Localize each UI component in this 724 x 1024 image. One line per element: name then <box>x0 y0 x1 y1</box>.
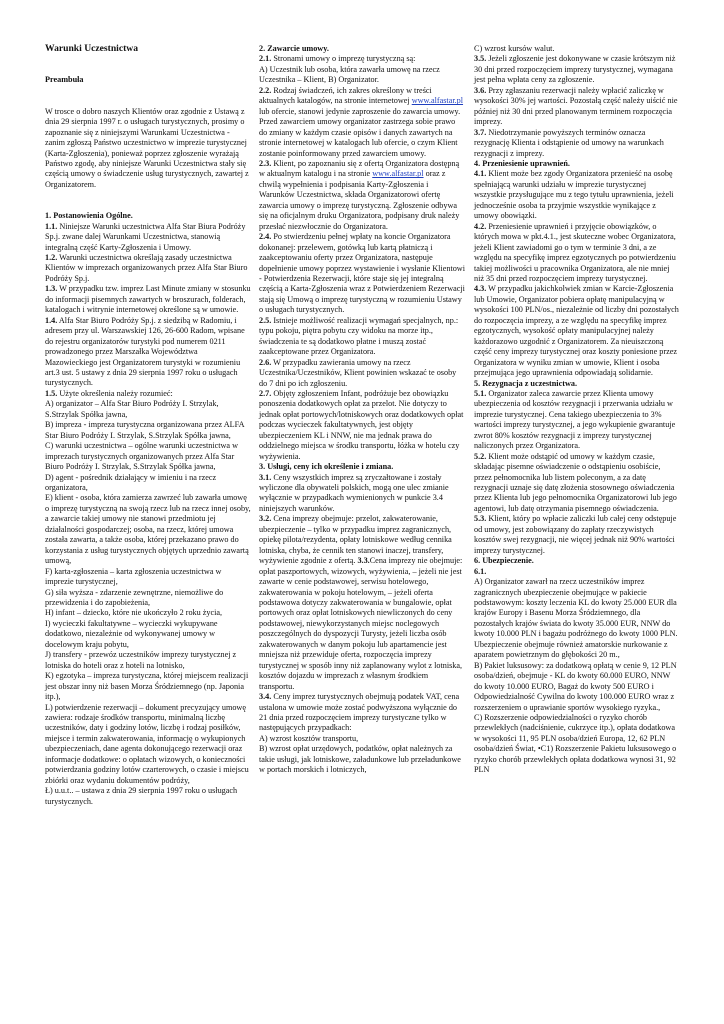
paragraph-number: 3.5. <box>474 54 487 64</box>
section-4-heading: 4. Przeniesienie uprawnień. <box>474 158 570 168</box>
paragraph-3-4 <box>259 692 465 734</box>
section-6-heading: 6. Ubezpieczenie. <box>474 556 534 566</box>
paragraph-text: W przypadku jakichkolwiek zmian w Karcie-Zgłoszenia lub Umowie, Organizator pobiera opłatę manipulacyjną w wysokości 100 PLN/os., niezależnie od liczby dni pozostałych do rozpoczęcia imprezy, a ze względu na specyfikę imprez egzotycznych, wysokość opłaty manipulacyjnej należy każdorazowo uzgodnić z Organizatorem. Za nieuiszczoną część ceny imprezy turystycznej oraz koszty poniesione przez Organizatora w wyniku zmian w umowie, Klient i osoba przejmująca jego uprawnienia odpowiadają solidarnie. <box>474 284 679 378</box>
paragraph-number: 3.6. <box>474 85 487 95</box>
paragraph-6-1-c: C) Rozszerzenie odpowiedzialności o ryzyko chorób przewlekłych (nadciśnienie, cukrzyce itp.), opłata dodatkowa w wysokości 11, 95 PLN osoba/dzień Europa, 12, 62 PLN osoba/dzień Świat, •C1) Rozszerzenie Pakietu luksusowego o ryzyko chorób przewlekłych opłata dodatkowa wynosi 31, 92 PLN <box>474 713 677 775</box>
paragraph-text: Stronami umowy o imprezę turystyczną są: <box>271 54 416 64</box>
paragraph-1-5 <box>45 389 251 399</box>
paragraph-4-2 <box>474 222 680 285</box>
paragraph-number: 1.1. <box>45 221 58 231</box>
paragraph-4-1 <box>474 169 680 221</box>
section-6-1-heading: 6.1. <box>474 566 487 576</box>
paragraph-2-6 <box>259 358 465 389</box>
paragraph-number: 3.2. <box>259 514 272 524</box>
document-title: Warunki Uczestnictwa <box>45 43 138 54</box>
paragraph-6-1-b: B) Pakiet luksusowy: za dodatkową opłatą w cenie 9, 12 PLN osoba/dzień, obejmuje - KL do kwoty 60.000 EURO, NNW do kwoty 10.000 EURO, Bagaż do kwoty 500 EURO i Odpowiedzialność Cywilna do kwoty 100.000 EURO wraz z rozszerzeniem o uprawianie sportów wysokiego ryzyka., <box>474 660 677 712</box>
section-5-heading: 5. Rezygnacja z uczestnictwa. <box>474 378 577 388</box>
paragraph-3-5 <box>474 54 680 85</box>
column-right <box>474 44 680 776</box>
paragraph-number: 2.1. <box>259 54 272 64</box>
paragraph-3-1 <box>259 473 465 515</box>
paragraph-number: 3.1. <box>259 472 272 482</box>
paragraph-text: Organizator zaleca zawarcie przez Klienta umowy ubezpieczenia od kosztów rezygnacji i przerwania udziału w imprezie turystycznej. Cena takiego ubezpieczenia to 3% wartości imprezy turystycznej, a jego wykupienie gwarantuje zwrot 80% kosztów rezygnacji z imprezy turystycznej naliczonych przez Organizatora. <box>474 388 676 451</box>
paragraph-number: 2.2. <box>259 85 272 95</box>
paragraph-3-2 <box>259 514 465 692</box>
paragraph-3-4-a: A) wzrost kosztów transportu, <box>259 733 359 743</box>
definition-item: F) karta-zgłoszenia – karta zgłoszenia uczestnictwa w imprezie turystycznej, <box>45 566 222 587</box>
paragraph-number: 2.4. <box>259 232 272 242</box>
paragraph-number: 5.1. <box>474 388 487 398</box>
paragraph-text: Klient, który po wpłacie zaliczki lub całej ceny odstępuje od umowy, jest zobowiązany do zapłaty rzeczywistych kosztów swej rezygnacji, nie więcej jednak niż 90% wartości imprezy turystycznej. <box>474 514 677 555</box>
definition-item: H) infant – dziecko, które nie ukończyło 2 roku życia, <box>45 608 223 618</box>
paragraph-text: Warunki uczestnictwa określają zasady uczestnictwa Klientów w imprezach organizowanych przez Alfa Star Biuro Podróży Sp.j. <box>45 253 248 283</box>
paragraph-number: 2.7. <box>259 388 272 398</box>
paragraph-1-3 <box>45 284 251 315</box>
paragraph-2-1 <box>259 54 465 64</box>
section-2-heading: 2. Zawarcie umowy. <box>259 44 329 53</box>
paragraph-text: Jeżeli zgłoszenie jest dokonywane w czasie krótszym niż 30 dni przed rozpoczęciem imprezy turystycznej, wymagana jest pełna wpłata ceny za zgłoszenie. <box>474 54 676 85</box>
paragraph-text: Cena imprezy obejmuje: przelot, zakwaterowanie, ubezpieczenie – tylko w przypadku imprez zagranicznych, opiekę pilota/rezydenta, opłaty lotniskowe według cennika lotniska, chyba, że cennik ten stanowi inaczej, transfery, wyżywienie zgodnie z ofertą. <box>259 514 452 566</box>
paragraph-number: 1.5. <box>45 388 58 398</box>
definition-item: C) warunki uczestnictwa – ogólne warunki uczestnictwa w imprezach turystycznych organizowanych przez Alfa Star Biuro Podróży I. Strzylak, S.Strzylak Spółka jawna, <box>45 441 239 472</box>
paragraph-number: 1.2. <box>45 253 58 263</box>
paragraph-3-4-b: B) wzrost opłat urzędowych, podatków, opłat należnych za takie usługi, jak lotniskowe, załadunkowe lub przeładunkowe w portach morskich i lotniczych, <box>259 744 461 775</box>
paragraph-text: Istnieje możliwość realizacji wymagań specjalnych, np.: typu pokoju, piętra pobytu czy widoku na morze itp., świadczenia te są dodatkowo płatne i muszą zostać zaakceptowane przez Organizatora. <box>259 315 459 357</box>
paragraph-2-7 <box>259 389 465 462</box>
paragraph-3-7 <box>474 128 680 159</box>
definition-item: K) egzotyka – impreza turystyczna, której miejscem realizacji jest obszar inny niż basen Morza Śródziemnego (np. Japonia itp.), <box>45 671 249 702</box>
paragraph-2-5 <box>259 316 465 358</box>
column-middle <box>259 44 465 776</box>
paragraph-text: Przy zgłaszaniu rezerwacji należy wpłacić zaliczkę w wysokości 30% jej wartości. Pozostałą część należy uiścić nie później niż 30 dni przed planowanym terminem rozpoczęcia imprezy. <box>474 85 678 127</box>
paragraph-text: Alfa Star Biuro Podróży Sp.j. z siedzibą w Radomiu, i adresem przy ul. Warszawskiej 126, 26-600 Radom, wpisane do rejestru organizatorów turystyki pod numerem 0211 prowadzonego przez Marszałka Województwa Mazowieckiego jest Organizatorem turystyki w rozumieniu art.3 ust. 5 ustawy z dnia 29 sierpnia 1997 roku o usługach turystycznych. <box>45 315 245 388</box>
definition-item: A) organizator – Alfa Star Biuro Podróży I. Strzylak, S.Strzylak Spółka jawna, <box>45 399 219 419</box>
definition-item: G) siła wyższa - zdarzenie zewnętrzne, niemożliwe do przewidzenia i do zapobieżenia, <box>45 587 224 607</box>
website-link[interactable]: www.alfastar.pl <box>372 169 424 179</box>
paragraph-3-4-c: C) wzrost kursów walut. <box>474 44 555 53</box>
paragraph-5-1 <box>474 389 680 452</box>
definition-item: E) klient - osoba, która zamierza zawrzeć lub zawarła umowę o imprezę turystyczną na swoją rzecz lub na rzecz innej osoby, a zawarcie takiej umowy nie stanowi przedmiotu jej działalności gospodarczej; osoba, na rzecz, której umowa została zawarta, a także osoba, której przekazano prawo do korzystania z usług turystycznych objętych uprzednio zawartą umową, <box>45 493 251 566</box>
paragraph-number: 2.3. <box>259 158 272 168</box>
paragraph-number: 2.6. <box>259 357 272 367</box>
paragraph-text: W przypadku zawierania umowy na rzecz Uczestnika/Uczestników, Klient powinien wskazać te osoby do 7 dni po ich zgłoszeniu. <box>259 357 457 388</box>
paragraph-number: 4.2. <box>474 221 487 231</box>
paragraph-text: Po stwierdzeniu pełnej wpłaty na koncie Organizatora dokonanej: przelewem, gotówką lub kartą płatniczą i zaakceptowaniu oferty przez Organizatora, następuje dopełnienie umowy poprzez wystawienie i wysłanie Klientowi - Potwierdzenia Rezerwacji, które staje się jej integralną częścią a Karta-Zgłoszenia wraz z Potwierdzeniem Rezerwacji stają się Umową o imprezę turystyczną w rozumieniu Ustawy o usługach turystycznych. <box>259 232 465 315</box>
paragraph-3-6 <box>474 86 680 128</box>
paragraph-number: 4.1. <box>474 169 487 179</box>
paragraph-number: 3.3. <box>357 556 370 566</box>
section-3-heading: 3. Usługi, ceny ich określenie i zmiana. <box>259 462 394 472</box>
section-1-heading: 1. Postanowienia Ogólne. <box>45 211 133 221</box>
paragraph-text: Ceny wszystkich imprez są zryczałtowane i zostały wyliczone dla obywateli polskich, mogą one ulec zmianie wyłącznie w przypadkach wymienionych w punkcie 3.4 niniejszych warunków. <box>259 472 449 513</box>
website-link[interactable]: www.alfastar.pl <box>411 96 464 106</box>
paragraph-6-1-a: A) Organizator zawarł na rzecz uczestników imprez zagranicznych ubezpieczenie obejmujące w pakiecie podstawowym: koszty leczenia KL do kwoty 25.000 EUR dla krajów Europy i Basenu Morza Śródziemnego, dla pozostałych krajów świata do kwoty 35.000 EUR, NNW do kwoty 10.000 PLN i bagażu podróżnego do kwoty 1000 PLN. Ubezpieczenie obejmuje również amatorskie nurkowanie z aparatem powietrznym do głębokości 20 m., <box>474 577 678 660</box>
paragraph-4-3 <box>474 284 680 378</box>
paragraph-text: Przeniesienie uprawnień i przyjęcie obowiązków, o których mowa w pkt.4.1., jest skuteczne wobec Organizatora, jeżeli Klient zawiadomi go o tym w terminie 3 dni, a ze względu na specyfikę imprez egzotycznych po potwierdzeniu takiej możliwości u pracownika Organizatora, ale nie mniej niż 35 dni przed rozpoczęciem imprezy turystycznej. <box>474 221 676 283</box>
paragraph-1-1 <box>45 222 251 253</box>
paragraph-2-1-a: A) Uczestnik lub osoba, która zawarła umowę na rzecz Uczestnika – Klient, B) Organizator. <box>259 64 440 85</box>
paragraph-text: Niniejsze Warunki uczestnictwa Alfa Star Biura Podróży Sp.j. zwane dalej Warunkami Uczestnictwa, stanowią integralną część Karty-Zgłoszenia i Umowy. <box>45 221 246 252</box>
paragraph-text: lub ofercie, stanowi jedynie zaproszenie do zawarcia umowy. Przed zawarciem umowy organizator zastrzega sobie prawo do zmiany w każdym czasie opisów i danych zawartych na stronie internetowej w katalogach lub ofercie, o czym Klient zostanie poinformowany przed zawarciem umowy. <box>259 106 461 158</box>
paragraph-text: Ceny imprez turystycznych obejmują podatek VAT, cena ustalona w umowie może zostać podwyższona wyłącznie do 21 dnia przed rozpoczęciem imprezy turystyczne tylko w następujących przypadkach: <box>259 692 460 733</box>
column-left <box>45 44 251 807</box>
paragraph-text: Cena imprezy nie obejmuje: opłat paszportowych, wizowych, wyżywienia, – jeżeli nie jest zawarte w cenie podstawowej, serwisu hotelowego, zakwaterowania w pokoju hotelowym, – jeżeli oferta podstawowa dotyczy zakwaterowania w bungalowie, opłat portowych oraz opłat lotniskowych niewliczonych do ceny podstawowej, niewykorzystanych miejsc noclegowych poszczególnych do dyspozycji Turysty, jeżeli liczba osób zakwaterowanych w danym pokoju lub apartamencie jest mniejsza niż przewiduje oferta, rozpoczęcia imprezy turystycznej w sposób inny niż zaplanowany wylot z lotniska, kosztów dojazdu w imprezach z własnym środkiem transportu. <box>259 556 463 691</box>
paragraph-5-3 <box>474 514 680 556</box>
definition-item: J) transfery - przewóz uczestników imprezy turystycznej z lotniska do hoteli oraz z hoteli na lotnisko, <box>45 650 237 670</box>
paragraph-text: Niedotrzymanie powyższych terminów oznacza rezygnację Klienta i odstąpienie od umowy na warunkach rezygnacji z imprezy. <box>474 127 664 158</box>
preamble-text: W trosce o dobro naszych Klientów oraz zgodnie z Ustawą z dnia 29 sierpnia 1997 r. o usługach turystycznych, prosimy o zapoznanie się z niniejszymi Warunkami Uczestnictwa - zanim zgłoszą Państwo uczestnictwo w imprezie turystycznej (Karta-Zgłoszenia), ponieważ poprzez zgłoszenie wyrażają Państwo zgodę, aby niniejsze Warunki Uczestnictwa stały się częścią umowy o świadczenie usług turystycznych, zawartej z Organizatorem. <box>45 106 249 189</box>
paragraph-number: 5.3. <box>474 514 487 524</box>
definition-item: L) potwierdzenie rezerwacji – dokument precyzujący umowę zawiera: rodzaje środków transportu, minimalną liczbę uczestników, daty i godziny lotów, liczbę i rodzaj posiłków, miejsce i termin zakwaterowania, informację o wykupionych ubezpieczeniach, dane agenta dokonującego rezerwacji oraz informacje dodatkowe: o opłatach wizowych, o konieczności potwierdzania godziny lotów czarterowych, o czasie i miejscu zbiórki oraz wydaniu dokumentów podróży, <box>45 702 249 785</box>
paragraph-text: Rodzaj świadczeń, ich zakres określony w treści aktualnych katalogów, na stronie internetowej <box>259 85 432 106</box>
definition-item: B) impreza - impreza turystyczna organizowana przez ALFA Star Biuro Podróży I. Strzylak, S.Strzylak Spółka jawna, <box>45 420 245 440</box>
paragraph-2-2 <box>259 86 465 159</box>
paragraph-text: Klient, po zapoznaniu się z ofertą Organizatora dostępną w aktualnym katalogu i na stronie <box>259 158 460 179</box>
paragraph-number: 3.7. <box>474 127 487 137</box>
paragraph-2-3 <box>259 159 465 232</box>
paragraph-text: Klient może bez zgody Organizatora przenieść na osobę spełniającą warunki udziału w imprezie turystycznej wszystkie przysługujące mu z tego tytułu uprawnienia, jeżeli jednocześnie osoba ta przyjmie wszystkie wynikające z umowy obowiązki. <box>474 169 674 221</box>
paragraph-text: Objęty zgłoszeniem Infant, podróżuje bez obowiązku ponoszenia dodatkowych opłat za przelot. Nie dotyczy to jednak opłat portowych/lotniskowych oraz dodatkowych opłat podczas wycieczek fakultatywnych, jest objęty ubezpieczeniem KL i NNW, nie ma jednak prawa do oddzielnego miejsca w środku transportu, łóżka w hotelu czy wyżywienia. <box>259 388 464 461</box>
paragraph-1-4 <box>45 316 251 389</box>
paragraph-text: oraz z chwilą wypełnienia i podpisania Karty-Zgłoszenia i Warunków Uczestnictwa, składa Organizatorowi ofertę zawarcia umowy o imprezę turystyczną. Zgłoszenie odbywa się na oficjalnym druku Organizatora, podpisany druk należy przesłać niezwłocznie do Organizatora. <box>259 169 460 231</box>
paragraph-number: 3.4. <box>259 692 272 702</box>
paragraph-number: 1.4. <box>45 315 58 325</box>
paragraph-number: 5.2. <box>474 451 487 461</box>
paragraph-number: 2.5. <box>259 315 272 325</box>
paragraph-5-2 <box>474 452 680 515</box>
paragraph-number: 4.3. <box>474 284 487 294</box>
preamble-heading: Preambuła <box>45 75 84 85</box>
definition-item: Ł) u.u.t.. – ustawa z dnia 29 sierpnia 1997 roku o usługach turystycznych. <box>45 786 238 806</box>
paragraph-text: Klient może odstąpić od umowy w każdym czasie, składając pisemne oświadczenie o odstąpieniu osobiście, przez pełnomocnika lub listem poleconym, a za datę rezygnacji uznaje się datę złożenia stosownego oświadczenia przez Klienta lub jego pełnomocnika Organizatorowi lub jego agentowi, lub datę otrzymania pisemnego oświadczenia. <box>474 451 677 513</box>
paragraph-text: Użyte określenia należy rozumieć: <box>57 388 173 398</box>
paragraph-text: W przypadku tzw. imprez Last Minute zmiany w stosunku do informacji pisemnych zawartych w broszurach, folderach, katalogach i witrynie internetowej określone są w umowie. <box>45 284 251 315</box>
definition-item: D) agent - pośrednik działający w imieniu i na rzecz organizatora, <box>45 472 217 492</box>
paragraph-1-2 <box>45 253 251 284</box>
paragraph-number: 1.3. <box>45 284 58 294</box>
definition-item: I) wycieczki fakultatywne – wycieczki wykupywane dodatkowo, niezależnie od wykonywanej umowy w docelowym kraju pobytu, <box>45 618 218 649</box>
paragraph-2-4 <box>259 232 465 316</box>
